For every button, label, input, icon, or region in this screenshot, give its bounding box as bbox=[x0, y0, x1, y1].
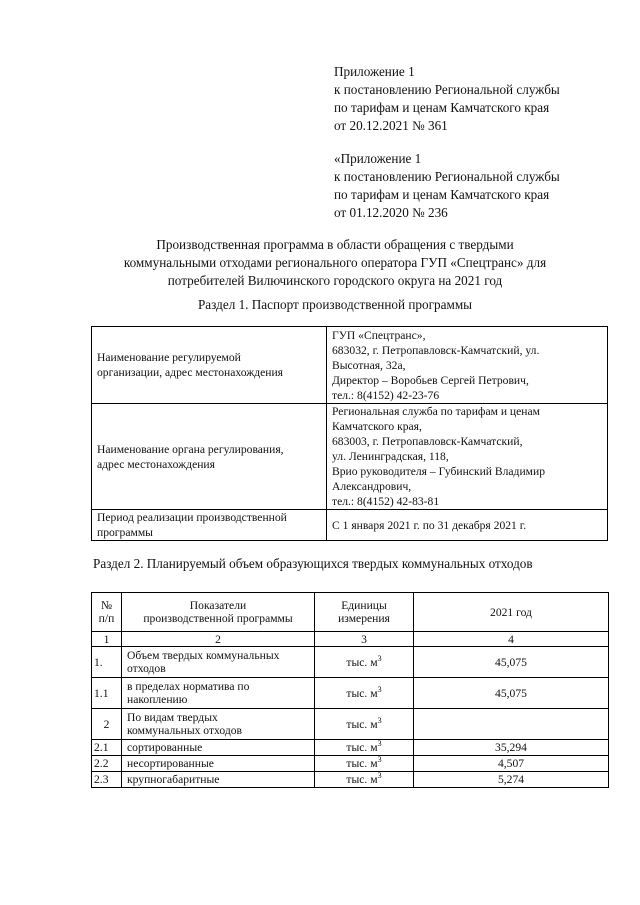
col-number: 2 bbox=[122, 632, 315, 647]
passport-table bbox=[91, 326, 608, 541]
row-name: в пределах норматива по накоплению bbox=[122, 678, 315, 709]
row-name: несортированные bbox=[122, 756, 315, 772]
table-row bbox=[92, 404, 608, 510]
row-value: Региональная служба по тарифам и ценам Камчатского края, 683003, г. Петропавловск-Камчатский, ул. Ленинградская, 118, Врио руководителя – Губинский Владимир Александрович, тел.: 8(4152) 42-83-81 bbox=[327, 404, 608, 510]
title-line: коммунальными отходами регионального оператора ГУП «Спецтранс» для bbox=[123, 255, 547, 270]
header-num: № п/п bbox=[92, 593, 122, 632]
column-number-row bbox=[92, 632, 609, 647]
title-line: Производственная программа в области обращения с твердыми bbox=[156, 237, 514, 252]
row-num: 1.1 bbox=[92, 678, 122, 709]
table-row bbox=[92, 510, 608, 541]
appendix-line: по тарифам и ценам Камчатского края bbox=[334, 100, 550, 115]
waste-volume-table bbox=[91, 592, 609, 788]
table-row bbox=[92, 327, 608, 404]
row-num: 2.1 bbox=[92, 740, 122, 756]
header-unit: Единицы измерения bbox=[315, 593, 414, 632]
table-row bbox=[92, 709, 609, 740]
appendix-line: к постановлению Региональной службы bbox=[334, 169, 560, 184]
header-indicator: Показатели производственной программы bbox=[122, 593, 315, 632]
row-name: Объем твердых коммунальных отходов bbox=[122, 647, 315, 678]
row-name: По видам твердых коммунальных отходов bbox=[122, 709, 315, 740]
row-value: 45,075 bbox=[414, 647, 609, 678]
row-num: 2.3 bbox=[92, 772, 122, 788]
appendix-header-original bbox=[334, 150, 560, 222]
table-row bbox=[92, 756, 609, 772]
header-year: 2021 год bbox=[414, 593, 609, 632]
appendix-line: от 01.12.2020 № 236 bbox=[334, 205, 448, 220]
appendix-line: от 20.12.2021 № 361 bbox=[334, 118, 448, 133]
row-unit: тыс. $м^3$ bbox=[315, 647, 414, 678]
appendix-header-current bbox=[334, 63, 560, 135]
row-num: 2.2 bbox=[92, 756, 122, 772]
table-row bbox=[92, 678, 609, 709]
row-label: Период реализации производственной программы bbox=[92, 510, 327, 541]
col-number: 3 bbox=[315, 632, 414, 647]
row-unit: тыс. $м^3$ bbox=[315, 709, 414, 740]
row-label: Наименование органа регулирования, адрес местонахождения bbox=[92, 404, 327, 510]
appendix-line: «Приложение 1 bbox=[334, 151, 422, 166]
row-value: 5,274 bbox=[414, 772, 609, 788]
table-row bbox=[92, 647, 609, 678]
row-num: 1. bbox=[92, 647, 122, 678]
row-name: сортированные bbox=[122, 740, 315, 756]
row-value: 35,294 bbox=[414, 740, 609, 756]
row-unit: тыс. $м^3$ bbox=[315, 772, 414, 788]
row-label: Наименование регулируемой организации, адрес местонахождения bbox=[92, 327, 327, 404]
row-unit: тыс. $м^3$ bbox=[315, 740, 414, 756]
table-row bbox=[92, 772, 609, 788]
section2-title: Раздел 2. Планируемый объем образующихся твердых коммунальных отходов bbox=[93, 556, 533, 571]
section1-title: Раздел 1. Паспорт производственной программы bbox=[197, 297, 473, 312]
row-value bbox=[414, 709, 609, 740]
row-value: 4,507 bbox=[414, 756, 609, 772]
col-number: 4 bbox=[414, 632, 609, 647]
col-number: 1 bbox=[92, 632, 122, 647]
appendix-line: к постановлению Региональной службы bbox=[334, 82, 560, 97]
row-unit: тыс. $м^3$ bbox=[315, 756, 414, 772]
appendix-line: Приложение 1 bbox=[334, 64, 415, 79]
row-name: крупногабаритные bbox=[122, 772, 315, 788]
row-num: 2 bbox=[92, 709, 122, 740]
row-value: С 1 января 2021 г. по 31 декабря 2021 г. bbox=[327, 510, 608, 541]
program-title bbox=[70, 236, 600, 290]
table-row bbox=[92, 740, 609, 756]
title-line: потребителей Вилючинского городского округа на 2021 год bbox=[167, 273, 503, 288]
row-value: 45,075 bbox=[414, 678, 609, 709]
appendix-line: по тарифам и ценам Камчатского края bbox=[334, 187, 550, 202]
row-value: ГУП «Спецтранс», 683032, г. Петропавловск-Камчатский, ул. Высотная, 32а, Директор – Воробьев Сергей Петрович, тел.: 8(4152) 42-23-76 bbox=[327, 327, 608, 404]
table-header-row bbox=[92, 593, 609, 632]
row-unit: тыс. $м^3$ bbox=[315, 678, 414, 709]
